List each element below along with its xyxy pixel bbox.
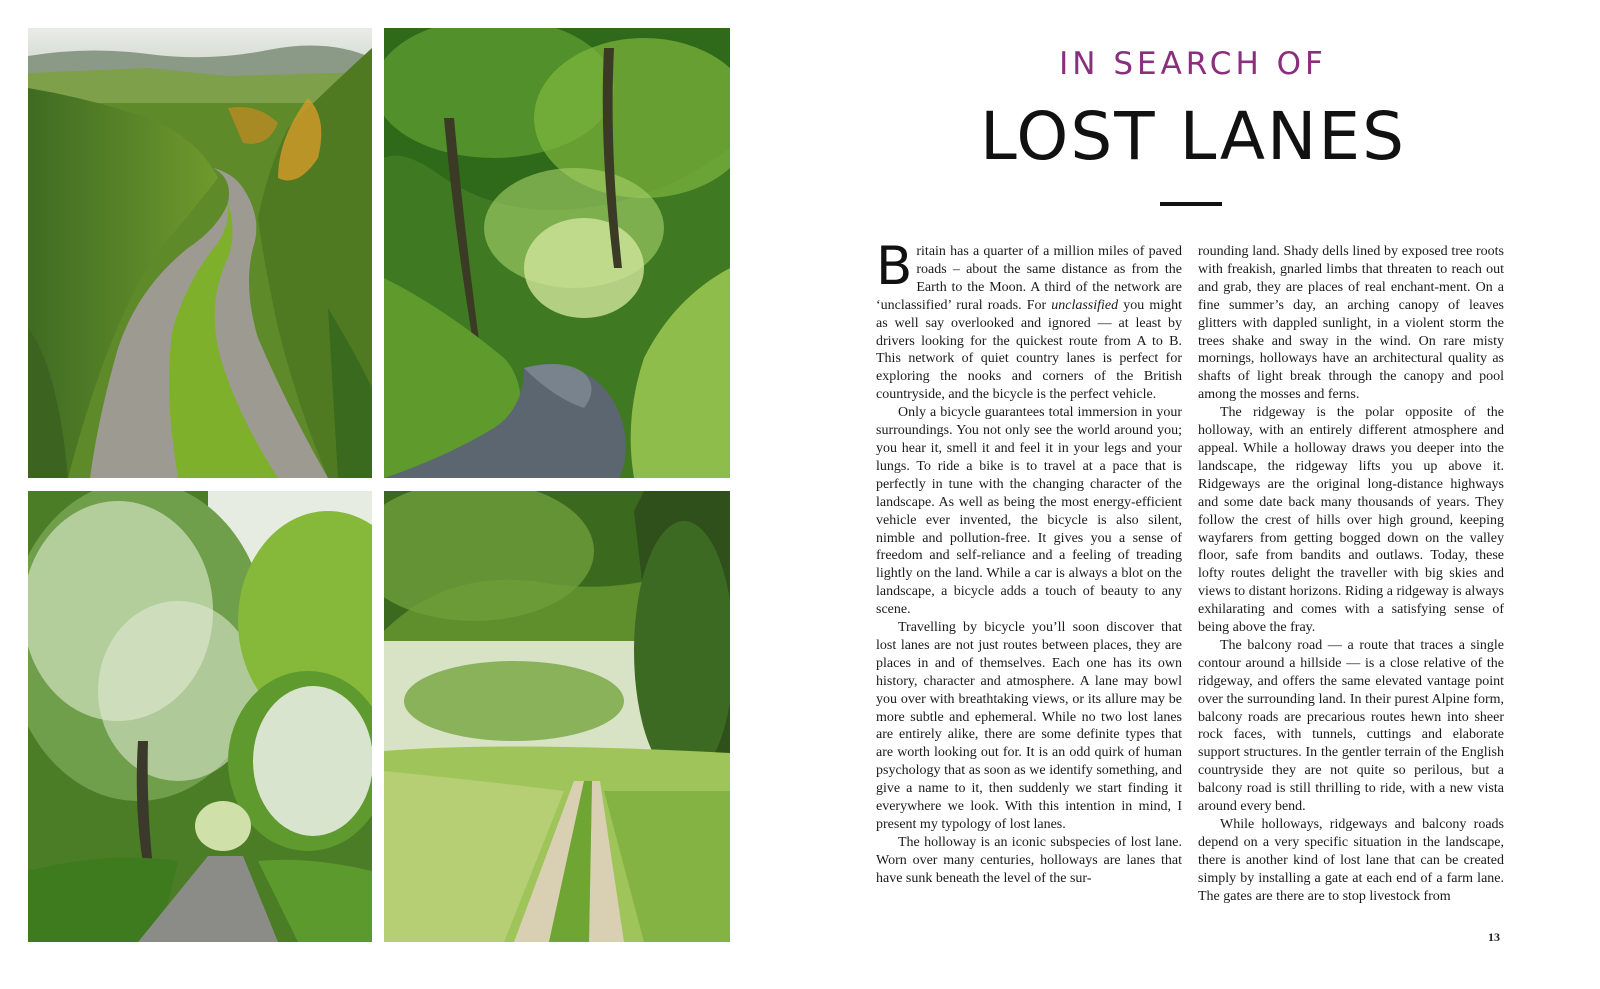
photo-tree-tunnel-lane	[384, 28, 730, 478]
photo-farm-track	[384, 491, 730, 942]
paragraph: While holloways, ridgeways and balcony roads depend on a very specific situation in the landscape, there is another kind of lost lane that can be created simply by installing a gate at each end of a farm lane. The gates are there are to stop livestock from	[1198, 817, 1504, 904]
paragraph: Britain has a quarter of a million miles of paved roads – about the same distance as from the Earth to the Moon. A third of the network are ‘unclassified’ rural roads. For unclassified you might as well say overlooked and ignored — at least by drivers looking for the quickest route from A to B. This network of quiet country lanes is perfect for exploring the nooks and corners of the British countryside, and the bicycle is the perfect vehicle.	[876, 236, 1183, 403]
drop-cap: B	[876, 236, 913, 297]
text-column-1	[876, 236, 1183, 888]
article-kicker: IN SEARCH OF	[1059, 46, 1327, 82]
title-rule	[1160, 202, 1222, 206]
article-headline: LOST LANES	[980, 98, 1406, 175]
page-number: 13	[1488, 930, 1500, 944]
paragraph: rounding land. Shady dells lined by exposed tree roots with freakish, gnarled limbs that threaten to reach out and grab, they are places of real enchant-ment. On a fine summer’s day, an arching canopy of leaves glitters with dappled sunlight, in a violent storm the trees shake and sway in the wind. On rare misty mornings, holloways have an architectural quality as shafts of light break through the canopy and pool among the mosses and ferns.	[1198, 244, 1504, 403]
text-column-2	[1198, 243, 1504, 906]
paragraph: Travelling by bicycle you’ll soon discover that lost lanes are not just routes between places, they are places in and of themselves. Each one has its own history, character and atmosphere. A lane may bowl you over with breathtaking views, or its allure may be more subtle and ephemeral. While no two lost lanes are entirely alike, there are some definite types that are worth looking out for. It is an odd quirk of human psychology that as soon as we identify something, and give a name to it, then suddenly we start finding it everywhere we look. With this intention in mind, I present my typology of lost lanes.	[876, 620, 1182, 832]
paragraph: The balcony road — a route that traces a single contour around a hillside — is a close relative of the ridgeway, and offers the same elevated vantage point over the surrounding land. In their purest Alpine form, balcony roads are precarious routes hewn into sheer rock faces, with tunnels, cuttings and elaborate support structures. In the gentler terrain of the English countryside they are not quite so perilous, but a balcony road is still thrilling to ride, with a new vista around every bend.	[1198, 637, 1504, 815]
photo-winding-lane	[28, 28, 372, 478]
paragraph: Only a bicycle guarantees total immersion in your surroundings. You not only see the world around you; you hear it, smell it and feel it in your legs and your lungs. To ride a bike is to travel at a pace that is perfectly in tune with the changing character of the landscape. As well as being the most energy-efficient vehicle ever invented, the bicycle is also silent, nimble and pollution-free. It gives you a sense of freedom and self-reliance and a feeling of treading lightly on the land. While a car is always a blot on the landscape, a bicycle adds a touch of beauty to any scene.	[876, 405, 1182, 618]
photo-blossom-lane	[28, 491, 372, 942]
paragraph: The holloway is an iconic subspecies of lost lane. Worn over many centuries, holloways are lanes that have sunk beneath the level of the sur-	[876, 834, 1182, 886]
paragraph: The ridgeway is the polar opposite of the holloway, with an entirely different atmosphere and appeal. While a holloway draws you deeper into the landscape, the ridgeway lifts you up above it. Ridgeways are the original long-distance highways and some date back many thousands of years. They follow the crest of hills over high ground, keeping wayfarers from getting bogged down on the valley floor, safe from bandits and outlaws. Today, these lofty routes delight the traveller with big skies and views to distant horizons. Riding a ridgeway is always exhilarating and comes with a satisfying sense of being above the fray.	[1198, 405, 1504, 636]
